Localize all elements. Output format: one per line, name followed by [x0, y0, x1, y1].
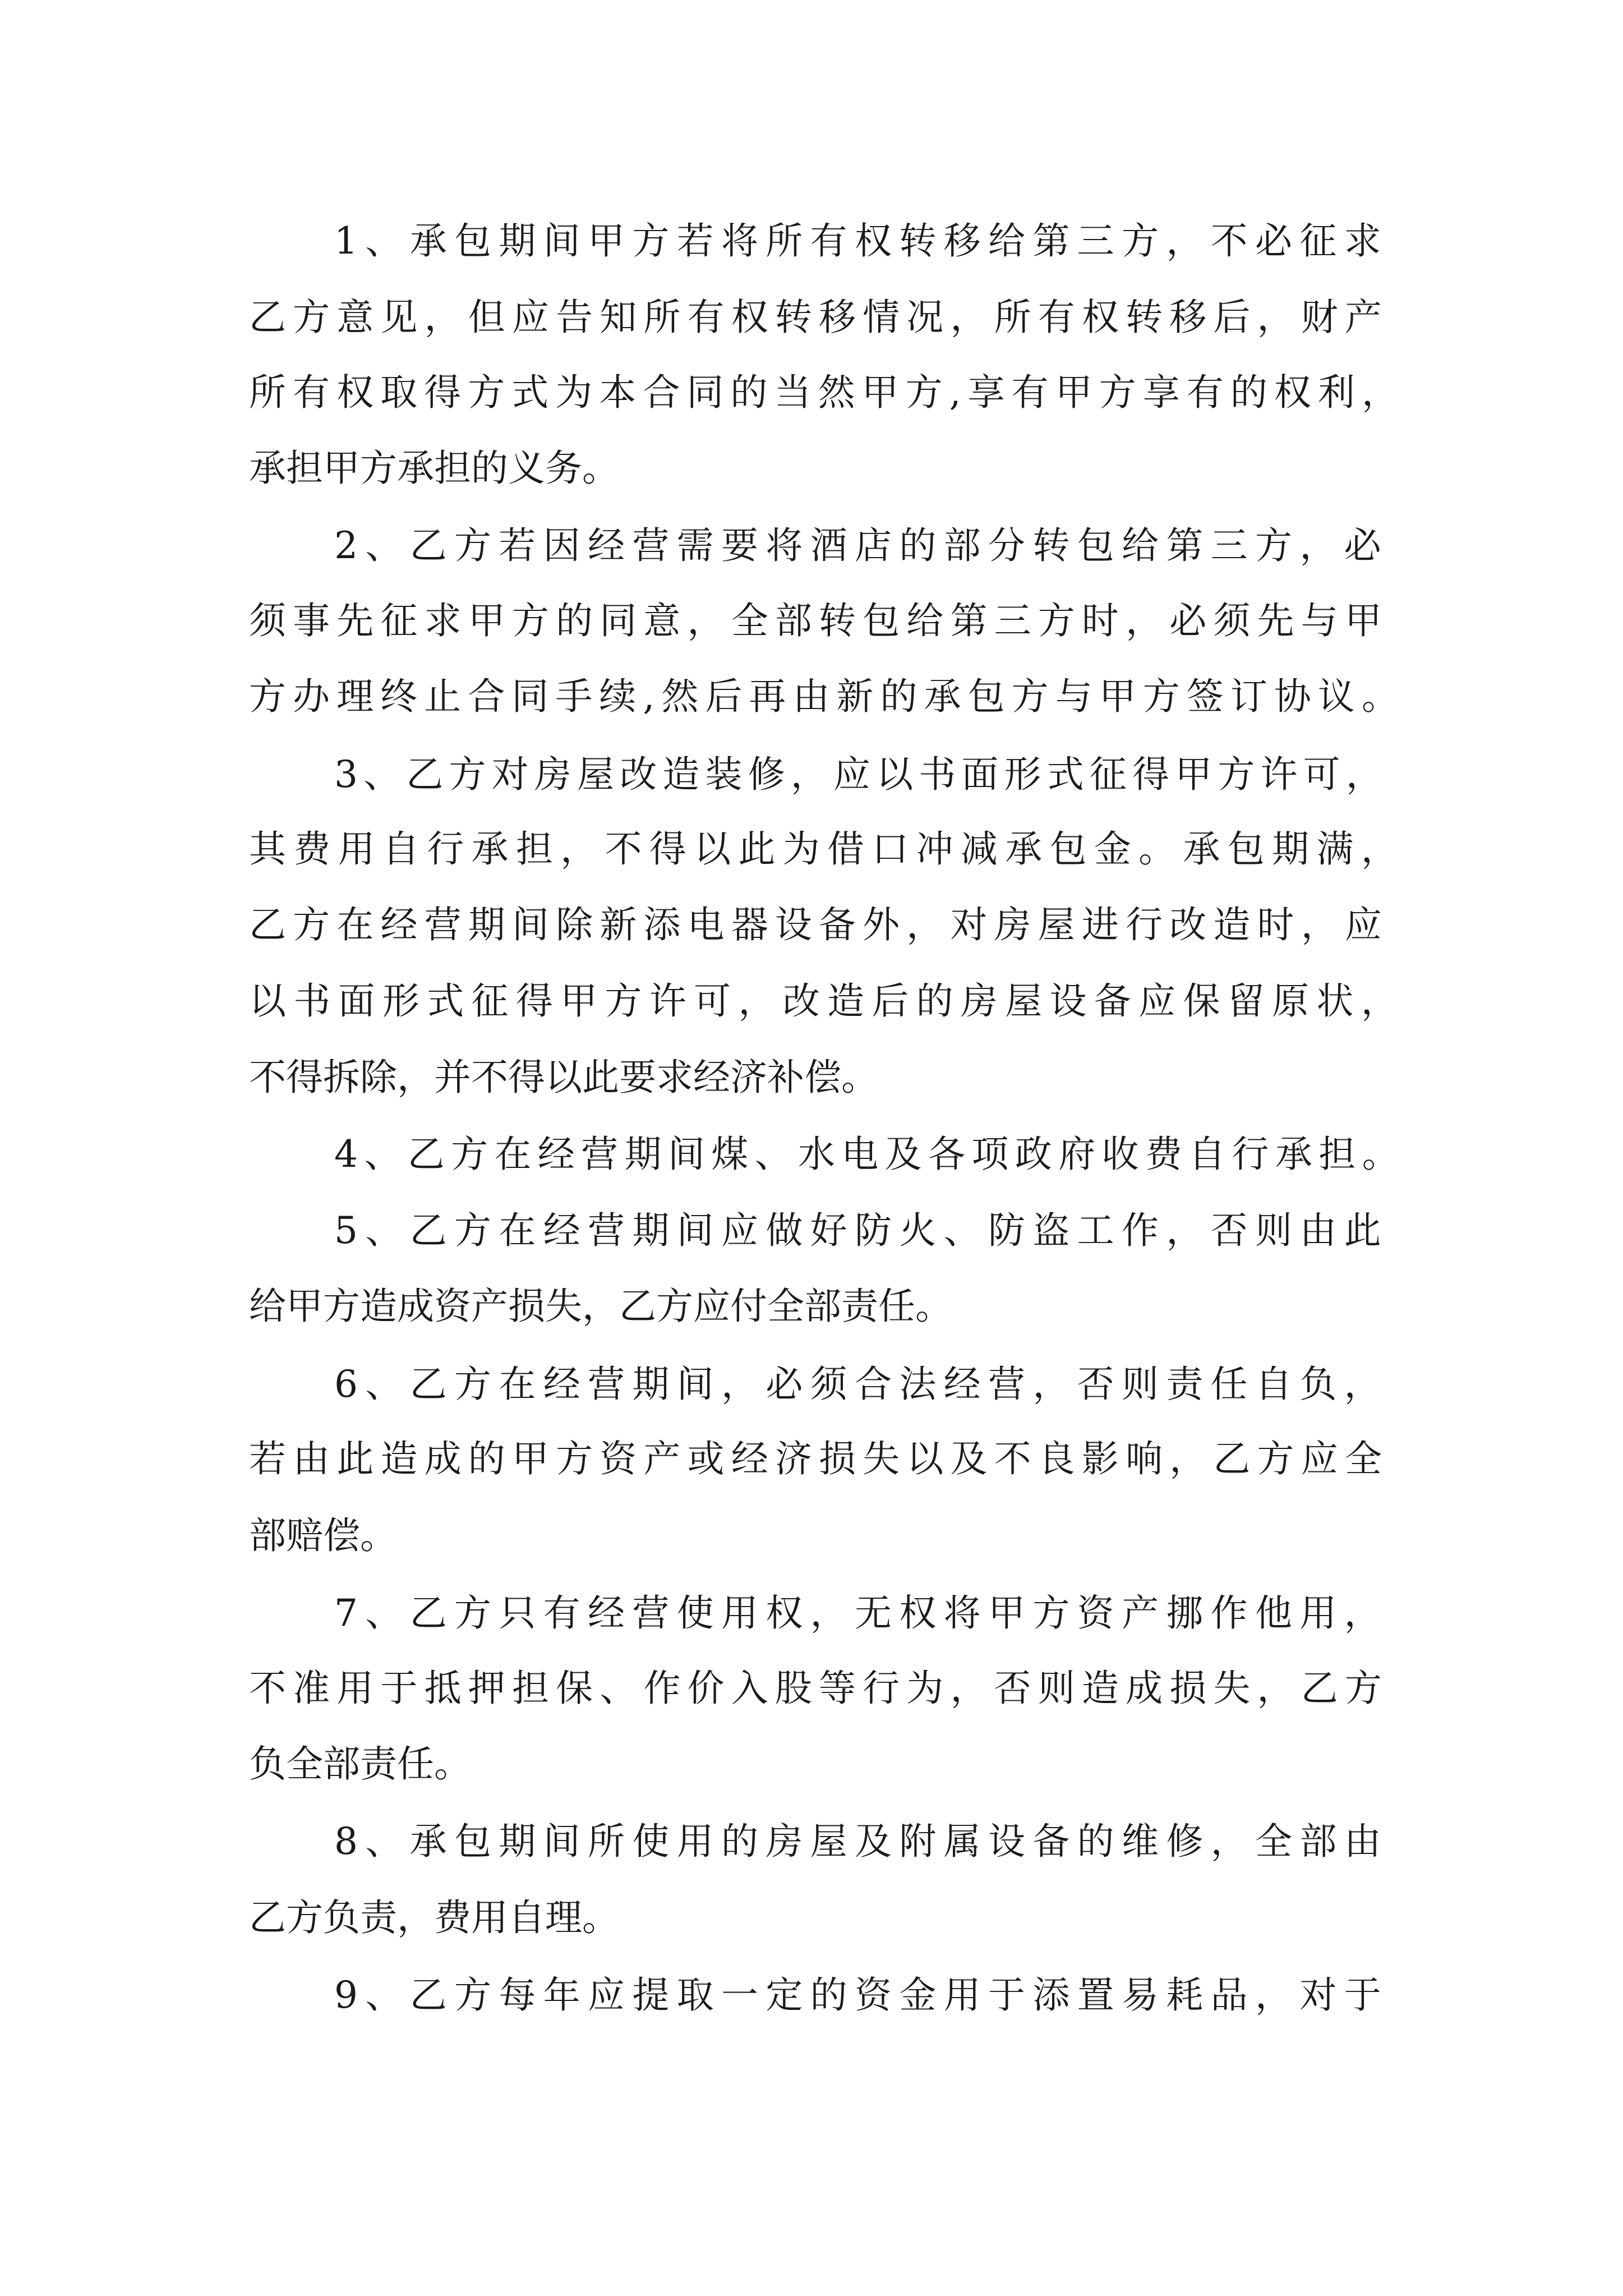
- text-line: 不准用于抵押担保、作价入股等行为，否则造成损失，乙方: [249, 1667, 1389, 1710]
- text-line: 若由此造成的甲方资产或经济损失以及不良影响，乙方应全: [249, 1437, 1389, 1480]
- text-line: 9、乙方每年应提取一定的资金用于添置易耗品，对于: [334, 1973, 1389, 2017]
- text-line: 以书面形式征得甲方许可，改造后的房屋设备应保留原状，: [249, 979, 1405, 1023]
- text-line: 1、承包期间甲方若将所有权转移给第三方，不必征求: [334, 219, 1389, 263]
- text-line: 2、乙方若因经营需要将酒店的部分转包给第三方，必: [334, 524, 1389, 567]
- text-line: 3、乙方对房屋改造装修，应以书面形式征得甲方许可，: [334, 753, 1389, 796]
- text-line: 承担甲方承担的义务。: [249, 447, 619, 490]
- text-line: 4、乙方在经营期间煤、水电及各项政府收费自行承担。: [334, 1133, 1405, 1176]
- text-line: 乙方意见，但应告知所有权转移情况，所有权转移后，财产: [249, 296, 1389, 339]
- text-line: 所有权取得方式为本合同的当然甲方,享有甲方享有的权利，: [249, 371, 1405, 414]
- text-line: 须事先征求甲方的同意，全部转包给第三方时，必须先与甲: [249, 599, 1389, 642]
- text-line: 乙方负责，费用自理。: [249, 1896, 619, 1939]
- text-line: 6、乙方在经营期间，必须合法经营，否则责任自负，: [334, 1363, 1389, 1406]
- text-line: 给甲方造成资产损失，乙方应付全部责任。: [249, 1285, 952, 1328]
- text-line: 部赔偿。: [249, 1514, 397, 1557]
- text-line: 其费用自行承担，不得以此为借口冲减承包金。承包期满，: [249, 827, 1405, 871]
- text-line: 5、乙方在经营期间应做好防火、防盗工作，否则由此: [334, 1209, 1389, 1252]
- text-line: 乙方在经营期间除新添电器设备外，对房屋进行改造时，应: [249, 903, 1389, 946]
- text-line: 方办理终止合同手续,然后再由新的承包方与甲方签订协议。: [249, 675, 1405, 718]
- text-line: 7、乙方只有经营使用权，无权将甲方资产挪作他用，: [334, 1591, 1389, 1635]
- text-line: 负全部责任。: [249, 1742, 471, 1786]
- text-line: 不得拆除，并不得以此要求经济补偿。: [249, 1056, 878, 1099]
- text-line: 8、承包期间所使用的房屋及附属设备的维修，全部由: [334, 1820, 1389, 1863]
